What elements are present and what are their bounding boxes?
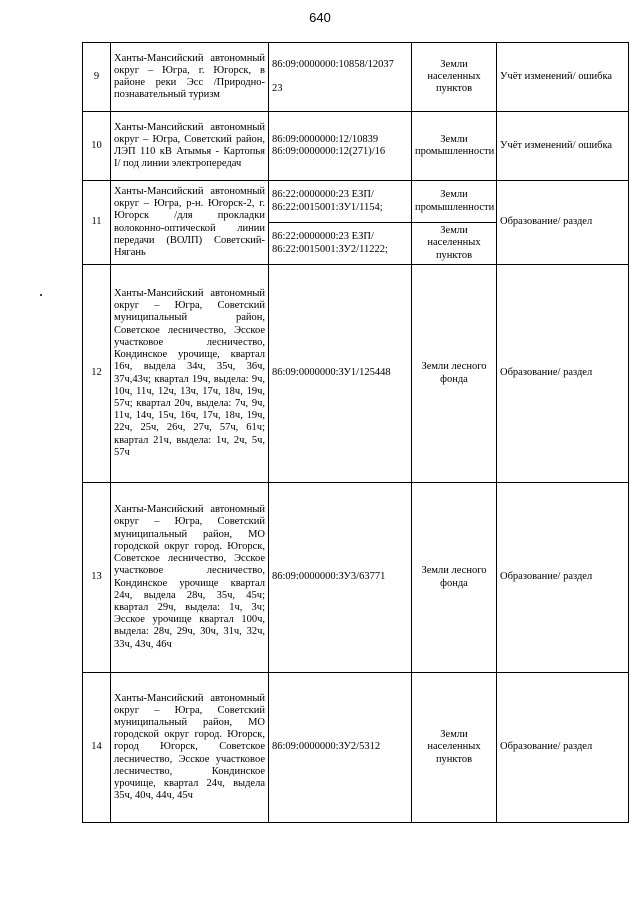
row-number: 10: [83, 112, 111, 181]
cadastral-cell: [269, 673, 412, 823]
record-type-cell: Учёт изменений/ ошибка: [497, 112, 629, 181]
cadastral-cell: [269, 112, 412, 181]
location-cell: Ханты-Мансийский автономный округ – Югра, Советский район, ЛЭП 110 кВ Атымья - Картопья I/ под линии электропередач: [111, 112, 269, 181]
cadastral-number: 86:09:0000000:10858/12037: [272, 58, 394, 70]
location-cell: Ханты-Мансийский автономный округ – Югра, г. Югорск, в районе реки Эсс /Природно-познавательный туризм: [111, 43, 269, 112]
scan-speck: [40, 294, 42, 296]
cadastral-number: 86:09:0000000:12/10839: [272, 133, 379, 145]
cadastral-number: 86:09:0000000:ЗУ3/63771: [272, 571, 386, 583]
location-cell: Ханты-Мансийский автономный округ – Югра, р-н. Югорск-2, г. Югорск /для прокладки волоконно-оптической линии передачи (ВОЛП) Советский-Нягань: [111, 181, 269, 265]
land-category-cell: Земли промышленности: [412, 181, 497, 223]
cadastral-number: 86:09:0000000:12(271)/16: [272, 146, 386, 157]
row-number: 14: [83, 673, 111, 823]
record-type-cell: Образование/ раздел: [497, 265, 629, 483]
land-category-cell: Земли лесного фонда: [412, 483, 497, 673]
table-row: [83, 265, 629, 483]
row-number: 12: [83, 265, 111, 483]
record-type-cell: Учёт изменений/ ошибка: [497, 43, 629, 112]
cadastral-number: 86:22:0015001:ЗУ1/1154;: [272, 201, 383, 213]
table-row: [83, 112, 629, 181]
record-type-cell: Образование/ раздел: [497, 483, 629, 673]
cadastral-number: 23: [272, 83, 283, 94]
land-category-cell: Земли лесного фонда: [412, 265, 497, 483]
cadastral-cell: [269, 223, 412, 265]
land-category-cell: Земли промышленности: [412, 112, 497, 181]
location-cell: Ханты-Мансийский автономный округ – Югра, Советский муниципальный район, МО городской округ город. Югорск, Советское лесничество, Эсское участковое лесничество, Кондинское урочище квартал 24ч, выдела 28ч, 35ч, 45ч; квартал 29ч, выдела: 1ч, 3ч; Эсское урочище квартал 100ч, выдела: 28ч, 29ч, 30ч, 31ч, 32ч, 33ч, 43ч, 46ч: [111, 483, 269, 673]
cadastral-number: 86:22:0000000:23 ЕЗП/: [272, 231, 374, 243]
land-category-cell: Земли населенных пунктов: [412, 673, 497, 823]
location-cell: Ханты-Мансийский автономный округ – Югра, Советский муниципальный район, МО городской округ город. Югорск, город Югорск, Советское лесничество, Эсское участковое лесничество, Кондинское урочище, квартал 24ч, выдела 35ч, 40ч, 44ч, 45ч: [111, 673, 269, 823]
record-type-cell: Образование/ раздел: [497, 181, 629, 265]
cadastral-cell: [269, 483, 412, 673]
table-row: [83, 483, 629, 673]
page-number: 640: [309, 10, 331, 25]
cadastral-number: 86:09:0000000:ЗУ2/5312: [272, 741, 381, 753]
row-number: 11: [83, 181, 111, 265]
cadastral-cell: [269, 181, 412, 223]
table-row: [83, 181, 629, 223]
location-cell: Ханты-Мансийский автономный округ – Югра, Советский муниципальный район, Советское лесничество, Эсское участковое лесничество, Кондинское урочище, квартал 16ч, выдела 34ч, 35ч, 36ч, 37ч,43ч; квартал 19ч, выдела: 9ч, 10ч, 11ч, 12ч, 13ч, 17ч, 18ч, 19ч, 57ч; квартал 20ч, выдела: 7ч, 9ч, 11ч, 14ч, 15ч, 16ч, 17ч, 18ч, 19ч, 22ч, 25ч, 26ч, 27ч, 57ч, 61ч; квартал 21ч, выдела: 1ч, 2ч, 5ч, 57ч: [111, 265, 269, 483]
table-row: [83, 673, 629, 823]
table-row: [83, 43, 629, 112]
cadastral-number: 86:22:0015001:ЗУ2/11222;: [272, 243, 388, 255]
land-category-cell: Земли населенных пунктов: [412, 223, 497, 265]
row-number: 9: [83, 43, 111, 112]
cadastral-number: 86:09:0000000:ЗУ1/125448: [272, 367, 391, 379]
land-category-cell: Земли населенных пунктов: [412, 43, 497, 112]
cadastral-cell: [269, 265, 412, 483]
land-registry-table: [82, 42, 629, 823]
cadastral-number: 86:22:0000000:23 ЕЗП/: [272, 189, 374, 201]
record-type-cell: Образование/ раздел: [497, 673, 629, 823]
row-number: 13: [83, 483, 111, 673]
cadastral-cell: [269, 43, 412, 112]
